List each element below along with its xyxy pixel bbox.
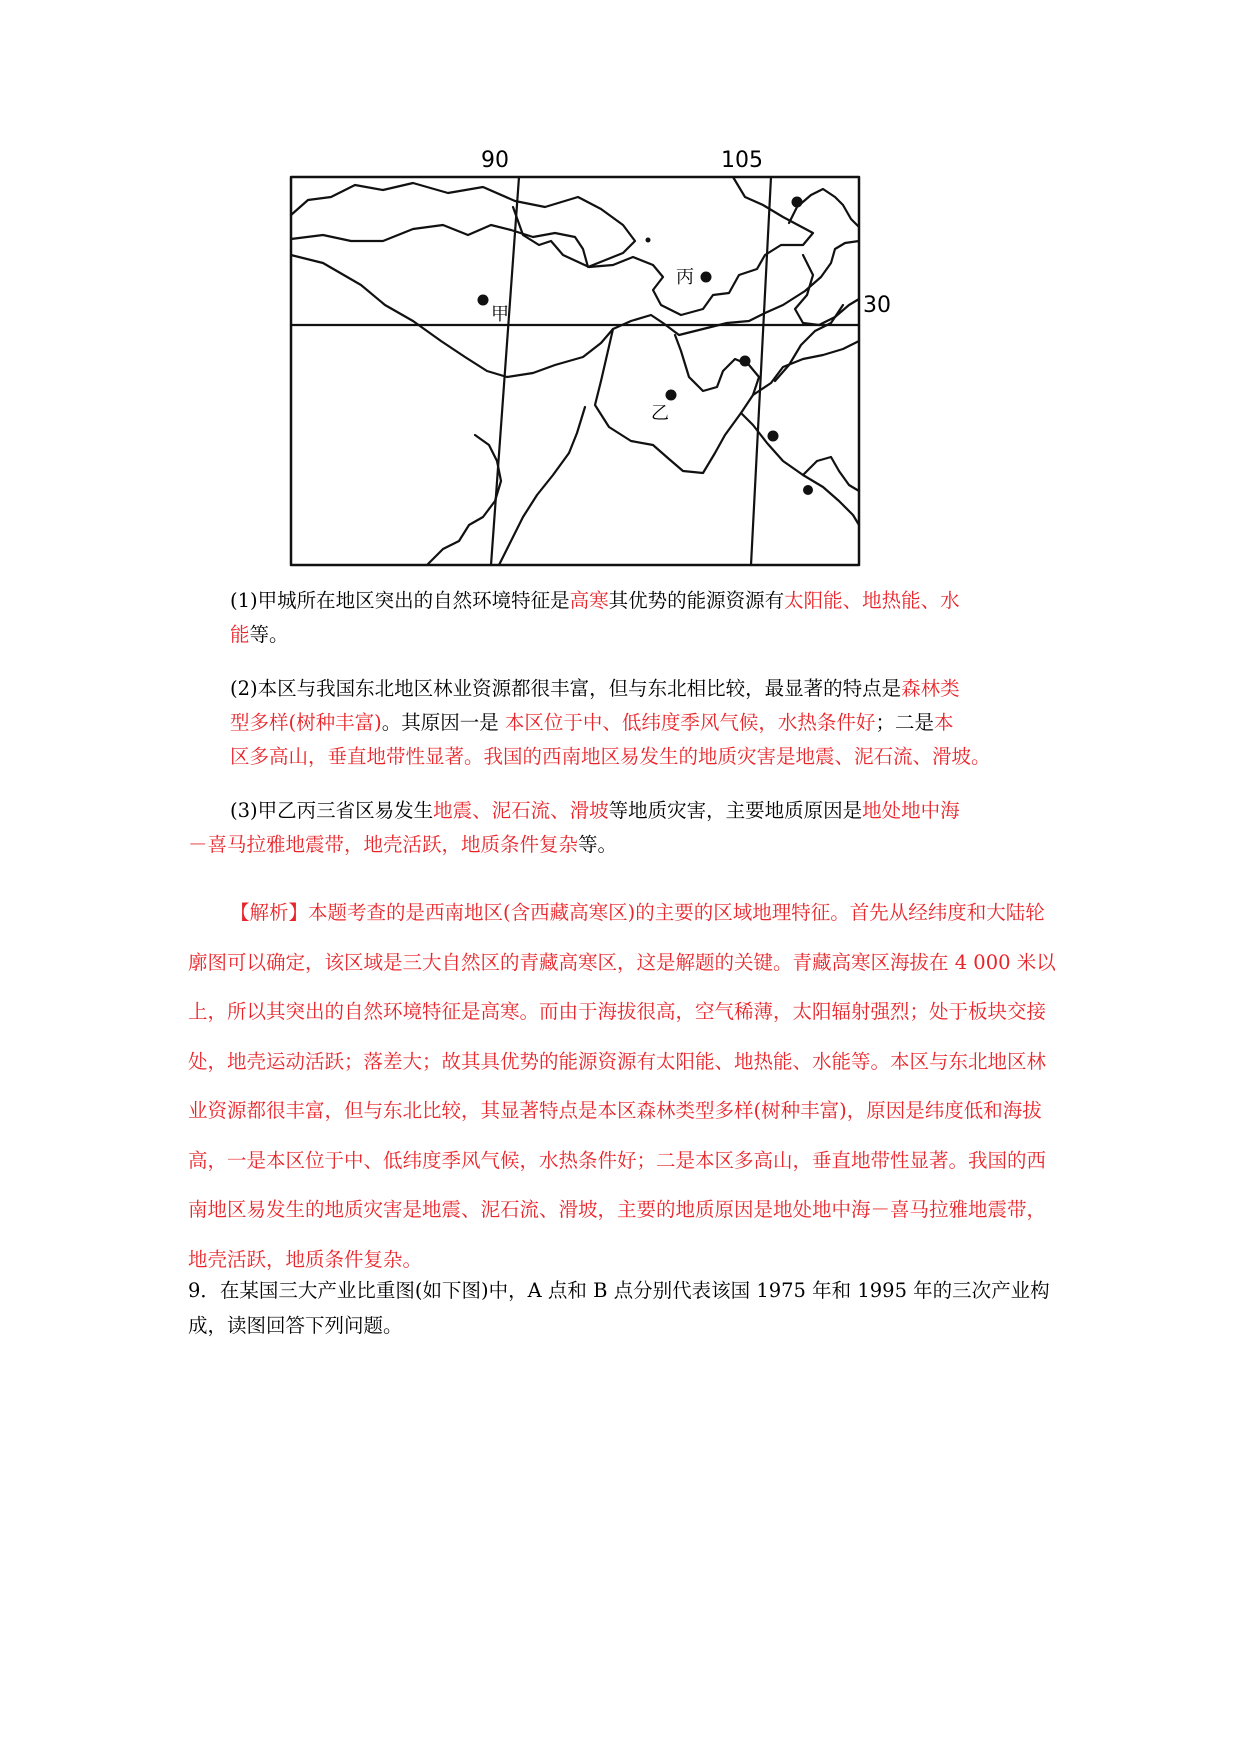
region-map [283, 145, 943, 570]
answer-q3 [188, 794, 1058, 862]
lat-label-30: 30 [863, 293, 891, 318]
q1-answer-feature: 高寒 [569, 589, 609, 612]
border-southwest [499, 407, 585, 565]
q2-answer-forest-cont: 型多样(树种丰富) [230, 711, 382, 734]
city-dot-east [740, 356, 751, 367]
q1-text-c: 其优势的能源资源有 [608, 589, 785, 612]
q3-text-a: (3)甲乙丙三省区易发生 [230, 799, 434, 822]
border-guizhou [753, 341, 859, 395]
q9-text: 9．在某国三大产业比重图(如下图)中，A 点和 B 点分别代表该国 1975 年和 1995 年的三次产业构成，读图回答下列问题。 [188, 1279, 1050, 1337]
lon-label-105: 105 [721, 148, 763, 173]
border-sichuan-east [613, 241, 859, 335]
q2-answer-forest: 森林类 [901, 677, 960, 700]
city-jia-dot [478, 295, 489, 306]
meridian-90 [491, 177, 519, 565]
city-dot-ne [792, 197, 803, 208]
border-myanmar [427, 435, 501, 565]
city-dot-edge [803, 485, 813, 495]
q3-answer-disasters: 地震、泥石流、滑坡 [433, 799, 609, 822]
place-label-bing: 丙 [676, 267, 694, 288]
analysis-paragraph [188, 888, 1058, 1284]
q3-answer-cause: 地处地中海 [862, 799, 960, 822]
answer-q2 [188, 672, 1058, 774]
border-east-small [789, 189, 859, 227]
city-bing-dot [701, 272, 712, 283]
q2-text-d: 。其原因一是 [381, 711, 499, 734]
question-9 [188, 1273, 1058, 1343]
q2-answer-reason2: 区多高山，垂直地带性显著。我国的西南地区易发生的地质灾害是地震、泥石流、滑坡。 [230, 745, 991, 768]
q2-text-f: ；二是 [875, 711, 934, 734]
lon-label-90: 90 [481, 148, 509, 173]
border-tibet [291, 183, 635, 267]
q3-text-c: 等地质灾害，主要地质原因是 [608, 799, 863, 822]
q2-text-a: (2)本区与我国东北地区林业资源都很丰富，但与东北相比较，最显著的特点是 [230, 677, 902, 700]
border-east-2 [775, 305, 843, 381]
q1-answer-energy: 太阳能、地热能、水 [784, 589, 960, 612]
city-yi-dot [666, 390, 677, 401]
q3-text-f: 等。 [578, 833, 618, 856]
q1-text-f: 等。 [249, 623, 289, 646]
answer-q1 [188, 584, 1058, 652]
city-dot-se [768, 431, 779, 442]
city-dot-small [646, 238, 651, 243]
map-figure [283, 145, 943, 570]
map-frame [291, 177, 859, 565]
q1-text-a: (1)甲城所在地区突出的自然环境特征是 [230, 589, 570, 612]
q1-answer-energy-cont: 能 [230, 623, 250, 646]
analysis-label: 【解析】 [230, 901, 309, 924]
border-se [803, 457, 859, 491]
q3-answer-cause-cont: －喜马拉雅地震带，地壳活跃，地质条件复杂 [188, 833, 579, 856]
place-label-jia: 甲 [491, 304, 509, 325]
place-label-yi: 乙 [651, 403, 669, 424]
border-yunnan [595, 329, 759, 473]
q2-answer-reason2-start: 本 [933, 711, 954, 734]
q2-answer-reason1: 本区位于中、低纬度季风气候，水热条件好 [498, 711, 876, 734]
border-south-tibet [291, 255, 613, 377]
analysis-text: 本题考查的是西南地区(含西藏高寒区)的主要的区域地理特征。首先从经纬度和大陆轮廓图可以确定，该区域是三大自然区的青藏高寒区，这是解题的关键。青藏高寒区海拔在 4 000 米以上，所以其突出的自然环境特征是高寒。而由于海拔很高，空气稀薄，太阳辐射强烈；处于板块交接处，地壳运动活跃；落差大；故其具优势的能源资源有太阳能、地热能、水能等。本区与东北地区林业资源都很丰富，但与东北比较，其显著特点是本区森林类型多样(树种丰富)，原因是纬度低和海拔高，一是本区位于中、低纬度季风气候，水热条件好；二是本区多高山，垂直地带性显著。我国的西南地区易发生的地质灾害是地震、泥石流、滑坡，主要的地质原因是地处地中海－喜马拉雅地震带，地壳活跃，地质条件复杂。 [188, 901, 1056, 1271]
